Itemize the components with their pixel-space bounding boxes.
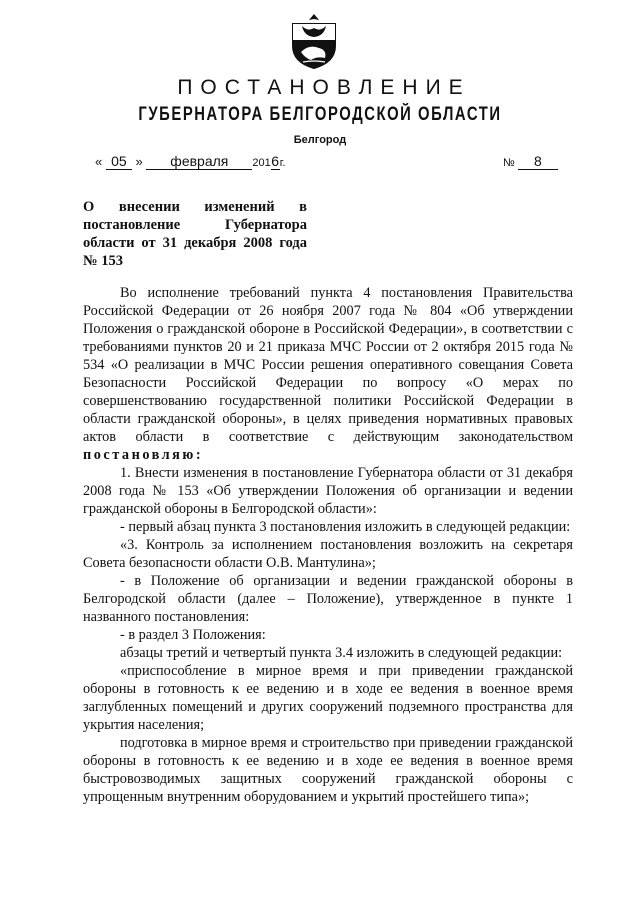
date-year-suffix: г.: [279, 157, 286, 169]
date-open-quote: «: [95, 154, 103, 169]
coat-of-arms-emblem: [289, 10, 339, 70]
date-year-digit: 6: [271, 153, 280, 169]
document-date: [95, 153, 285, 170]
document-subject: [83, 198, 307, 270]
paragraph: «приспособление в мирное время и при приведении гражданской обороны в готовность к ее ведению и в ходе ее ведения в военное время заглубленных помещений и других сооружений подземного пространства для укрытия населения;: [83, 663, 573, 733]
number-value: 8: [518, 153, 558, 170]
paragraph: - в Положение об организации и ведении гражданской обороны в Белгородской области (далее – Положение), утвержденное в пункте 1 названного постановления:: [83, 573, 573, 625]
date-day: 05: [106, 153, 132, 170]
date-year-prefix: 201: [252, 157, 271, 169]
subject-line: постановление Губернатора: [83, 217, 307, 233]
paragraph: - первый абзац пункта 3 постановления изложить в следующей редакции:: [120, 519, 571, 535]
paragraph: абзацы третий и четвертый пункта 3.4 изложить в следующей редакции:: [120, 645, 563, 661]
paragraph: - в раздел 3 Положения:: [120, 627, 266, 643]
paragraph: 1. Внести изменения в постановление Губернатора области от 31 декабря 2008 года № 153 «Об утверждении Положения об организации и ведении гражданской обороны в Белгородской области»:: [83, 465, 573, 517]
resolution-keyword: постановляю:: [83, 447, 204, 463]
paragraph: [83, 284, 573, 464]
paragraph: подготовка в мирное время и строительство при приведении гражданской обороны в готовность к ее ведению и в ходе ее ведения в военное время быстровозводимых защитных сооружений гражданской обороны с упрощенным внутренним оборудованием и укрытий простейшего типа»;: [83, 735, 573, 805]
date-month: февраля: [146, 153, 252, 170]
document-type-title: ПОСТАНОВЛЕНИЕ: [177, 76, 471, 99]
subject-line: О внесении изменений в: [83, 199, 307, 215]
subject-line: № 153: [83, 253, 123, 269]
city-label: Белгород: [293, 134, 347, 146]
document-body: [83, 284, 573, 806]
date-close-quote: »: [135, 154, 143, 169]
subject-line: области от 31 декабря 2008 года: [83, 235, 307, 251]
document-number: [503, 153, 558, 170]
number-label: №: [503, 157, 515, 169]
paragraph-text: Во исполнение требований пункта 4 постановления Правительства Российской Федерации от 26 ноября 2007 года № 804 «Об утверждении Положения о гражданской обороне в Российской Федерации», в соответствии с требованиями пунктов 20 и 21 приказа МЧС России от 2 октября 2015 года № 534 «О реализации в МЧС России решения оперативного совещания Совета Безопасности Российской Федерации по вопросу «О мерах по совершенствованию государственной политики Российской Федерации в области гражданской обороны», в целях приведения нормативных правовых актов области в соответствие с действующим законодательством: [83, 285, 573, 445]
issuer-title: ГУБЕРНАТОРА БЕЛГОРОДСКОЙ ОБЛАСТИ: [138, 104, 502, 125]
paragraph: «3. Контроль за исполнением постановления возложить на секретаря Совета безопасности области О.В. Мантулина»;: [83, 537, 573, 571]
